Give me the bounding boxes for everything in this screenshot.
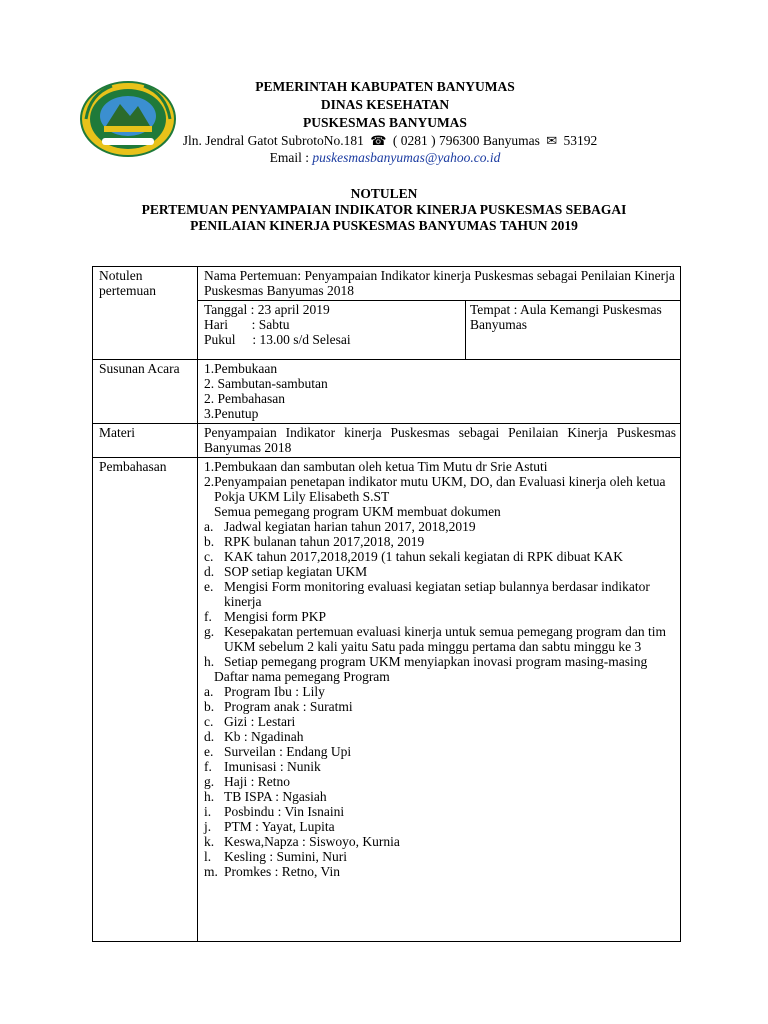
agenda-item: 2. Pembahasan: [204, 391, 285, 406]
discussion-item-2-text: Penyampaian penetapan indikator mutu UKM, DO, dan Evaluasi kinerja oleh ketua Pokja UKM Lily Elisabeth S.ST: [214, 474, 666, 504]
postal-code: 53192: [563, 133, 598, 148]
list-item: h. TB ISPA : Ngasiah: [204, 789, 327, 804]
meeting-place: Tempat : Aula Kemangi Puskesmas Banyumas: [470, 302, 662, 332]
list-item: l. Kesling : Sumini, Nuri: [204, 849, 348, 864]
letterhead-address-line: [110, 132, 670, 149]
list-item: h. Setiap pemegang program UKM menyiapkan inovasi program masing-masing: [204, 654, 648, 669]
pembahasan-content: [198, 458, 681, 942]
meeting-day: Hari : Sabtu: [204, 317, 290, 332]
minutes-table: [92, 266, 681, 942]
title-notulen: NOTULEN: [350, 186, 418, 201]
list-item: j. PTM : Yayat, Lupita: [204, 819, 335, 834]
agenda-item: 3.Penutup: [204, 406, 259, 421]
list-item: f. Imunisasi : Nunik: [204, 759, 321, 774]
agenda-item: 2. Sambutan-sambutan: [204, 376, 328, 391]
email-label: Email :: [269, 150, 310, 165]
program-holders-intro: Daftar nama pemegang Program: [214, 669, 390, 684]
row-pembahasan: [93, 458, 681, 942]
letterhead-puskesmas: PUSKESMAS BANYUMAS: [303, 115, 467, 130]
row-susunan: [93, 360, 681, 424]
list-item: g. Kesepakatan pertemuan evaluasi kinerja untuk semua pemegang program dan tim UKM sebelum 2 kali yaitu Satu pada minggu pertama dan sabtu minggu ke 3: [204, 624, 666, 654]
list-item: e. Surveilan : Endang Upi: [204, 744, 352, 759]
pembahasan-label: Pembahasan: [93, 458, 198, 942]
discussion-item-1: 1.Pembukaan dan sambutan oleh ketua Tim Mutu dr Srie Astuti: [204, 459, 548, 474]
list-item: a. Program Ibu : Lily: [204, 684, 325, 699]
letterhead-government: PEMERINTAH KABUPATEN BANYUMAS: [255, 79, 515, 94]
letterhead-email-line: [150, 149, 620, 166]
address: Jln. Jendral Gatot SubrotoNo.181: [182, 133, 364, 148]
meeting-date: Tanggal : 23 april 2019: [204, 302, 330, 317]
list-item: g. Haji : Retno: [204, 774, 290, 789]
list-item: c. KAK tahun 2017,2018,2019 (1 tahun sekali kegiatan di RPK dibuat KAK: [204, 549, 623, 564]
materi-text: Penyampaian Indikator kinerja Puskesmas sebagai Penilaian Kinerja Puskesmas Banyumas 2018: [198, 424, 681, 458]
notulen-label: Notulen pertemuan: [93, 267, 198, 360]
list-item: e. Mengisi Form monitoring evaluasi kegiatan setiap bulannya berdasar indikator kinerja: [204, 579, 650, 609]
list-item: m. Promkes : Retno, Vin: [204, 864, 340, 879]
documents-intro: Semua pemegang program UKM membuat dokumen: [214, 504, 501, 519]
documents-list: [204, 519, 676, 669]
susunan-label: Susunan Acara: [93, 360, 198, 424]
list-item: b. RPK bulanan tahun 2017,2018, 2019: [204, 534, 425, 549]
list-item: d. SOP setiap kegiatan UKM: [204, 564, 368, 579]
letterhead-agency: DINAS KESEHATAN: [320, 97, 450, 112]
meeting-time: Pukul : 13.00 s/d Selesai: [204, 332, 351, 347]
program-holders-list: [204, 684, 676, 879]
list-item: c. Gizi : Lestari: [204, 714, 296, 729]
list-item: b. Program anak : Suratmi: [204, 699, 353, 714]
list-item: d. Kb : Ngadinah: [204, 729, 304, 744]
document-titles: [80, 186, 688, 234]
email-link[interactable]: puskesmasbanyumas@yahoo.co.id: [312, 150, 501, 165]
discussion-item-2-number: 2.: [204, 474, 215, 489]
row-notulen: [93, 267, 681, 301]
list-item: a. Jadwal kegiatan harian tahun 2017, 2018,2019: [204, 519, 476, 534]
phone-icon: ☎: [370, 133, 387, 148]
agenda-item: 1.Pembukaan: [204, 361, 278, 376]
list-item: i. Posbindu : Vin Isnaini: [204, 804, 345, 819]
meeting-name: Nama Pertemuan: Penyampaian Indikator kinerja Puskesmas sebagai Penilaian Kinerja Puskesmas Banyumas 2018: [198, 267, 681, 301]
list-item: f. Mengisi form PKP: [204, 609, 327, 624]
list-item: k. Keswa,Napza : Siswoyo, Kurnia: [204, 834, 400, 849]
agenda-list: [198, 360, 681, 424]
discussion-item-2: [204, 474, 676, 504]
envelope-icon: ✉: [546, 133, 558, 148]
letterhead: [150, 78, 620, 166]
title-line-2: PENILAIAN KINERJA PUSKESMAS BANYUMAS TAHUN 2019: [190, 218, 578, 233]
row-materi: [93, 424, 681, 458]
title-line-1: PERTEMUAN PENYAMPAIAN INDIKATOR KINERJA PUSKESMAS SEBAGAI: [141, 202, 627, 217]
materi-label: Materi: [93, 424, 198, 458]
phone: ( 0281 ) 796300 Banyumas: [392, 133, 540, 148]
